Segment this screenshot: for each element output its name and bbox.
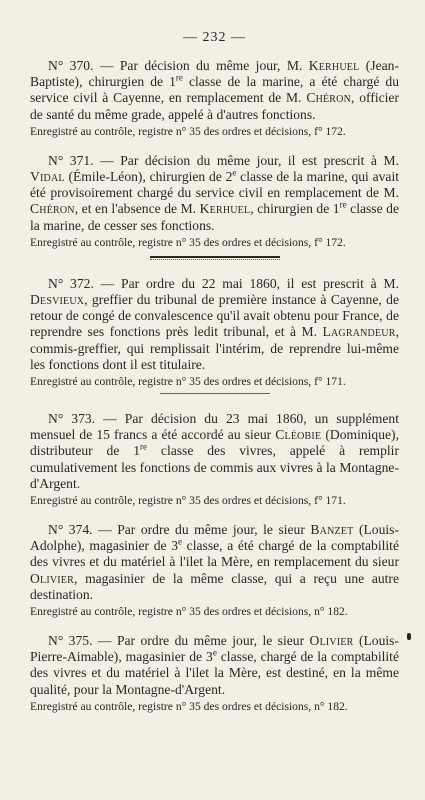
text-fragment: classe, a été chargé de la comptabilité des vivres et du matériel à l'ilet la Mère, en remplacement du sieur (30, 538, 399, 570)
text-fragment: — Par décision du même jour, il est prescrit à M. (93, 152, 399, 168)
text-fragment: , magasinier de la même classe, qui a reçu une autre destination. (30, 570, 399, 602)
section-divider (150, 256, 280, 260)
person-name: Chéron (306, 90, 352, 106)
person-name: Olivier (30, 570, 74, 586)
text-fragment: — Par décision du 23 mai 1860, un supplément mensuel de 15 francs a été accordé au sieur (30, 411, 399, 443)
ordinal-suffix: e (212, 647, 217, 658)
person-name: Chéron (30, 201, 75, 217)
entry-number: N° 370. (48, 58, 94, 73)
text-fragment: (Louis-Adolphe), magasinier de 3 (30, 522, 399, 554)
entry-text (30, 153, 399, 234)
text-fragment: (Jean-Baptiste), chirurgien de 1 (30, 58, 400, 90)
text-fragment: classe des vivres, appelé à remplir cumulativement les fonctions de commis aux vivres à la Montagne-d'Argent. (30, 443, 399, 491)
person-name: Banzet (310, 522, 354, 538)
ordinal-suffix: e (178, 536, 183, 547)
text-fragment: classe, chargé de la comptabilité des vivres et du matériel à l'ilet la Mère, est destiné, en la même qualité, pour la Montagne-d'Argent. (30, 649, 399, 697)
person-name: Kerhuel (308, 58, 360, 73)
entry-text (30, 411, 399, 492)
text-fragment: (Dominique), distributeur de 1 (30, 427, 399, 459)
entry-number: N° 373. (48, 411, 96, 427)
entry-375 (30, 633, 399, 714)
registration-note: Enregistré au contrôle, registre n° 35 des ordres et décisions, f° 172. (30, 124, 346, 138)
entry-text (30, 276, 399, 373)
entry-number: N° 374. (48, 522, 93, 538)
registration-note: Enregistré au contrôle, registre n° 35 des ordres et décisions, f° 171. (30, 375, 346, 389)
text-fragment: , officier de santé du même grade, appelé à d'autres fonctions. (30, 90, 399, 122)
text-fragment: , commis-greffier, qui remplissait l'intérim, de reprendre lui-même les fonctions dont il est titulaire. (30, 324, 399, 372)
ink-blot (407, 633, 411, 640)
text-fragment: classe de la marine, qui avait été provisoirement chargé du service civil en remplacement de M. (30, 169, 400, 201)
text-fragment: , chirurgien de 1 (250, 201, 340, 217)
section-divider (160, 393, 270, 395)
page-number: — 232 — (183, 30, 246, 45)
text-fragment: , greffier du tribunal de première instance à Cayenne, de retour de congé de convalescence qu'il avait obtenu pour France, de reprendre ses fonctions près ledit tribunal, et à M. (30, 292, 399, 340)
text-fragment: — Par ordre du même jour, le sieur (92, 633, 310, 649)
text-fragment: — Par décision du même jour, M. (93, 58, 309, 73)
person-name: Olivier (309, 633, 354, 649)
text-fragment: (Émile-Léon), chirurgien de 2 (64, 169, 233, 185)
ordinal-suffix: re (339, 199, 347, 210)
entry-number: N° 371. (48, 152, 94, 168)
person-name: Kerhuel (199, 201, 251, 217)
person-name: Cléobie (275, 427, 322, 443)
text-fragment: , et en l'absence de M. (74, 201, 200, 217)
text-fragment: classe de la marine, de cesser ses fonctions. (30, 201, 400, 233)
text-fragment: classe de la marine, a été chargé du service civil à Cayenne, en remplacement de M. (30, 74, 400, 106)
entry-text (30, 633, 399, 698)
registration-note: Enregistré au contrôle, registre n° 35 des ordres et décisions, n° 182. (30, 605, 348, 619)
entry-number: N° 372. (48, 275, 94, 291)
entry-372 (30, 276, 399, 389)
ordinal-suffix: e (232, 167, 237, 178)
entry-text (30, 522, 399, 603)
registration-note: Enregistré au contrôle, registre n° 35 des ordres et décisions, f° 172. (30, 235, 346, 249)
ordinal-suffix: re (175, 72, 183, 83)
ordinal-suffix: re (140, 441, 148, 452)
registration-note: Enregistré au contrôle, registre n° 35 des ordres et décisions, n° 182. (30, 699, 348, 713)
text-fragment: — Par ordre du même jour, le sieur (92, 522, 311, 538)
entry-374 (30, 522, 399, 619)
entry-370 (30, 58, 399, 139)
text-fragment: (Louis-Pierre-Aimable), magasinier de 3 (30, 633, 399, 665)
registration-note: Enregistré au contrôle, registre n° 35 des ordres et décisions, f° 171. (30, 494, 346, 508)
entry-text (30, 58, 399, 123)
entry-number: N° 375. (48, 633, 93, 649)
text-fragment: — Par ordre du 22 mai 1860, il est prescrit à M. (93, 275, 399, 291)
person-name: Vidal (30, 169, 65, 185)
person-name: Lagrandeur (322, 324, 396, 340)
entry-373 (30, 411, 399, 508)
entry-371 (30, 153, 399, 250)
person-name: Desvieux (30, 292, 85, 308)
